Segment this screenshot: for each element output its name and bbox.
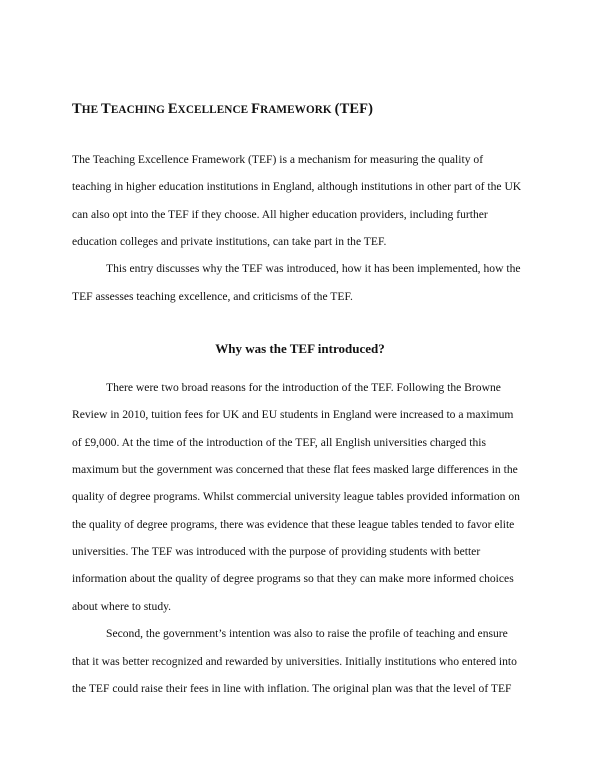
title-part: T bbox=[72, 101, 82, 117]
title-part: HE bbox=[81, 104, 102, 116]
reasons-line: of £9,000. At the time of the introduction of the TEF, all English universities charged this bbox=[72, 436, 487, 449]
section-heading: Why was the TEF introduced? bbox=[215, 341, 385, 356]
title-part: T bbox=[101, 101, 111, 117]
intro-line: education colleges and private institutions, can take part in the TEF. bbox=[72, 235, 387, 248]
second-line: the TEF could raise their fees in line with inflation. The original plan was that the level of TEF bbox=[72, 682, 512, 695]
reasons-line: There were two broad reasons for the introduction of the TEF. Following the Browne bbox=[106, 381, 501, 394]
title-part: (TEF) bbox=[334, 101, 373, 117]
title-part: RAMEWORK bbox=[260, 104, 335, 116]
reasons-line: maximum but the government was concerned that these flat fees masked large differences in the bbox=[72, 463, 518, 476]
entry-line: This entry discusses why the TEF was introduced, how it has been implemented, how the bbox=[106, 262, 521, 275]
intro-line: The Teaching Excellence Framework (TEF) is a mechanism for measuring the quality of bbox=[72, 153, 484, 166]
second-line: that it was better recognized and rewarded by universities. Initially institutions who entered into bbox=[72, 655, 517, 668]
reasons-line: about where to study. bbox=[72, 600, 172, 613]
intro-line: teaching in higher education institutions in England, although institutions in other part of the UK bbox=[72, 180, 522, 193]
reasons-line: information about the quality of degree programs so that they can make more informed choices bbox=[72, 572, 514, 585]
title-part: F bbox=[251, 101, 261, 117]
reasons-line: quality of degree programs. Whilst commercial university league tables provided information on bbox=[72, 490, 520, 503]
reasons-line: universities. The TEF was introduced with the purpose of providing students with better bbox=[72, 545, 481, 558]
intro-line: can also opt into the TEF if they choose. All higher education providers, including further bbox=[72, 208, 488, 221]
reasons-line: the quality of degree programs, there was evidence that these league tables tended to favor elite bbox=[72, 518, 515, 531]
title-part: EACHING bbox=[110, 104, 168, 116]
title-part: XCELLENCE bbox=[177, 104, 252, 116]
second-line: Second, the government’s intention was also to raise the profile of teaching and ensure bbox=[106, 627, 508, 640]
entry-line: TEF assesses teaching excellence, and criticisms of the TEF. bbox=[72, 290, 353, 303]
title-part: E bbox=[167, 101, 178, 117]
reasons-line: Review in 2010, tuition fees for UK and EU students in England were increased to a maximum bbox=[72, 408, 514, 421]
document-title bbox=[72, 101, 373, 118]
